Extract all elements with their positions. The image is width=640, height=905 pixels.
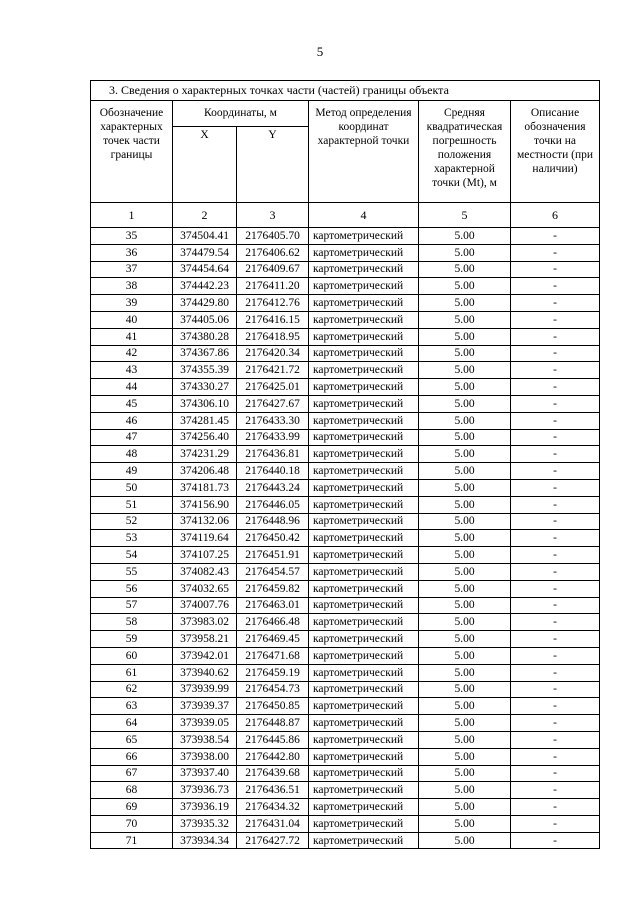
x-coordinate-cell: 374355.39 [173,362,237,379]
point-number-cell: 50 [91,479,173,496]
table-row [91,815,600,832]
column-number: 5 [419,203,511,228]
method-cell: картометрический [309,278,419,295]
point-number-cell: 66 [91,748,173,765]
x-coordinate-cell: 374504.41 [173,228,237,245]
description-cell: - [511,379,600,396]
y-coordinate-cell: 2176418.95 [237,328,309,345]
point-number-cell: 41 [91,328,173,345]
method-cell: картометрический [309,395,419,412]
page-number: 5 [316,44,324,59]
x-coordinate-cell: 373938.54 [173,731,237,748]
table-row [91,395,600,412]
description-cell: - [511,547,600,564]
error-cell: 5.00 [419,395,511,412]
error-cell: 5.00 [419,295,511,312]
header-x: X [173,127,237,203]
description-cell: - [511,731,600,748]
point-number-cell: 52 [91,513,173,530]
point-number-cell: 55 [91,563,173,580]
y-coordinate-cell: 2176459.82 [237,580,309,597]
description-cell: - [511,244,600,261]
description-cell: - [511,328,600,345]
y-coordinate-cell: 2176433.30 [237,412,309,429]
error-cell: 5.00 [419,379,511,396]
description-cell: - [511,782,600,799]
table-row [91,698,600,715]
method-cell: картометрический [309,681,419,698]
error-cell: 5.00 [419,799,511,816]
column-number: 4 [309,203,419,228]
x-coordinate-cell: 374132.06 [173,513,237,530]
error-cell: 5.00 [419,832,511,849]
method-cell: картометрический [309,647,419,664]
error-cell: 5.00 [419,345,511,362]
description-cell: - [511,681,600,698]
error-cell: 5.00 [419,463,511,480]
table-row [91,278,600,295]
table-row [91,664,600,681]
table-row [91,614,600,631]
description-cell: - [511,278,600,295]
method-cell: картометрический [309,412,419,429]
x-coordinate-cell: 374442.23 [173,278,237,295]
y-coordinate-cell: 2176448.87 [237,715,309,732]
method-cell: картометрический [309,311,419,328]
table-row [91,228,600,245]
x-coordinate-cell: 374405.06 [173,311,237,328]
x-coordinate-cell: 374380.28 [173,328,237,345]
x-coordinate-cell: 374429.80 [173,295,237,312]
description-cell: - [511,295,600,312]
table-row [91,731,600,748]
error-cell: 5.00 [419,278,511,295]
method-cell: картометрический [309,513,419,530]
point-number-cell: 37 [91,261,173,278]
point-number-cell: 39 [91,295,173,312]
point-number-cell: 63 [91,698,173,715]
y-coordinate-cell: 2176427.67 [237,395,309,412]
x-coordinate-cell: 374082.43 [173,563,237,580]
x-coordinate-cell: 373983.02 [173,614,237,631]
column-number: 1 [91,203,173,228]
y-coordinate-cell: 2176412.76 [237,295,309,312]
method-cell: картометрический [309,345,419,362]
point-number-cell: 58 [91,614,173,631]
description-cell: - [511,530,600,547]
y-coordinate-cell: 2176471.68 [237,647,309,664]
table-row [91,429,600,446]
table-row [91,479,600,496]
method-cell: картометрический [309,748,419,765]
y-coordinate-cell: 2176420.34 [237,345,309,362]
x-coordinate-cell: 374454.64 [173,261,237,278]
y-coordinate-cell: 2176469.45 [237,631,309,648]
method-cell: картометрический [309,362,419,379]
table-row [91,345,600,362]
table-row [91,547,600,564]
description-cell: - [511,815,600,832]
table-row [91,530,600,547]
point-number-cell: 61 [91,664,173,681]
y-coordinate-cell: 2176425.01 [237,379,309,396]
description-cell: - [511,563,600,580]
header-method: Метод определения координат характерной точки [309,101,419,203]
method-cell: картометрический [309,664,419,681]
method-cell: картометрический [309,631,419,648]
table-body [91,228,600,849]
column-number: 3 [237,203,309,228]
method-cell: картометрический [309,228,419,245]
point-number-cell: 67 [91,765,173,782]
x-coordinate-cell: 374206.48 [173,463,237,480]
x-coordinate-cell: 373936.73 [173,782,237,799]
method-cell: картометрический [309,832,419,849]
y-coordinate-cell: 2176448.96 [237,513,309,530]
table-row [91,580,600,597]
table-row [91,563,600,580]
point-number-cell: 57 [91,597,173,614]
method-cell: картометрический [309,244,419,261]
point-number-cell: 40 [91,311,173,328]
header-error: Средняя квадратическая погрешность положения характерной точки (Mt), м [419,101,511,203]
point-number-cell: 71 [91,832,173,849]
y-coordinate-cell: 2176446.05 [237,496,309,513]
table-row [91,782,600,799]
error-cell: 5.00 [419,782,511,799]
method-cell: картометрический [309,815,419,832]
description-cell: - [511,463,600,480]
method-cell: картометрический [309,597,419,614]
error-cell: 5.00 [419,547,511,564]
description-cell: - [511,597,600,614]
y-coordinate-cell: 2176409.67 [237,261,309,278]
y-coordinate-cell: 2176450.42 [237,530,309,547]
error-cell: 5.00 [419,647,511,664]
error-cell: 5.00 [419,698,511,715]
x-coordinate-cell: 373942.01 [173,647,237,664]
table-row [91,748,600,765]
description-cell: - [511,412,600,429]
y-coordinate-cell: 2176463.01 [237,597,309,614]
point-number-cell: 69 [91,799,173,816]
x-coordinate-cell: 374281.45 [173,412,237,429]
point-number-cell: 56 [91,580,173,597]
point-number-cell: 53 [91,530,173,547]
point-number-cell: 35 [91,228,173,245]
method-cell: картометрический [309,547,419,564]
description-cell: - [511,311,600,328]
x-coordinate-cell: 374181.73 [173,479,237,496]
point-number-cell: 47 [91,429,173,446]
table-row [91,328,600,345]
point-number-cell: 64 [91,715,173,732]
y-coordinate-cell: 2176454.73 [237,681,309,698]
x-coordinate-cell: 374156.90 [173,496,237,513]
table-row [91,446,600,463]
point-number-cell: 62 [91,681,173,698]
y-coordinate-cell: 2176416.15 [237,311,309,328]
x-coordinate-cell: 374367.86 [173,345,237,362]
table-row [91,597,600,614]
description-cell: - [511,228,600,245]
error-cell: 5.00 [419,530,511,547]
x-coordinate-cell: 373939.37 [173,698,237,715]
y-coordinate-cell: 2176434.32 [237,799,309,816]
error-cell: 5.00 [419,563,511,580]
description-cell: - [511,748,600,765]
table-row [91,244,600,261]
point-number-cell: 65 [91,731,173,748]
description-cell: - [511,664,600,681]
column-number: 2 [173,203,237,228]
method-cell: картометрический [309,563,419,580]
y-coordinate-cell: 2176459.19 [237,664,309,681]
point-number-cell: 48 [91,446,173,463]
error-cell: 5.00 [419,429,511,446]
header-y: Y [237,127,309,203]
method-cell: картометрический [309,731,419,748]
table-row [91,496,600,513]
header-description: Описание обозначения точки на местности (при наличии) [511,101,600,203]
method-cell: картометрический [309,446,419,463]
error-cell: 5.00 [419,261,511,278]
section-title: 3. Сведения о характерных точках части (частей) границы объекта [91,81,600,101]
point-number-cell: 60 [91,647,173,664]
error-cell: 5.00 [419,311,511,328]
x-coordinate-cell: 374256.40 [173,429,237,446]
method-cell: картометрический [309,295,419,312]
point-number-cell: 44 [91,379,173,396]
point-number-cell: 45 [91,395,173,412]
method-cell: картометрический [309,463,419,480]
header-designation: Обозначение характерных точек части границы [91,101,173,203]
method-cell: картометрический [309,782,419,799]
error-cell: 5.00 [419,748,511,765]
point-number-cell: 42 [91,345,173,362]
point-number-cell: 54 [91,547,173,564]
table-row [91,715,600,732]
error-cell: 5.00 [419,681,511,698]
point-number-cell: 43 [91,362,173,379]
description-cell: - [511,513,600,530]
x-coordinate-cell: 374107.25 [173,547,237,564]
table-row [91,765,600,782]
error-cell: 5.00 [419,362,511,379]
point-number-cell: 51 [91,496,173,513]
method-cell: картометрический [309,261,419,278]
y-coordinate-cell: 2176436.81 [237,446,309,463]
y-coordinate-cell: 2176445.86 [237,731,309,748]
description-cell: - [511,345,600,362]
table-row [91,681,600,698]
x-coordinate-cell: 373958.21 [173,631,237,648]
error-cell: 5.00 [419,731,511,748]
method-cell: картометрический [309,379,419,396]
method-cell: картометрический [309,715,419,732]
x-coordinate-cell: 373938.00 [173,748,237,765]
x-coordinate-cell: 374479.54 [173,244,237,261]
point-number-cell: 36 [91,244,173,261]
method-cell: картометрический [309,328,419,345]
method-cell: картометрический [309,479,419,496]
table-row [91,799,600,816]
x-coordinate-cell: 373935.32 [173,815,237,832]
error-cell: 5.00 [419,496,511,513]
method-cell: картометрический [309,580,419,597]
error-cell: 5.00 [419,446,511,463]
description-cell: - [511,832,600,849]
y-coordinate-cell: 2176442.80 [237,748,309,765]
description-cell: - [511,429,600,446]
method-cell: картометрический [309,799,419,816]
description-cell: - [511,765,600,782]
error-cell: 5.00 [419,664,511,681]
table-row [91,379,600,396]
description-cell: - [511,479,600,496]
x-coordinate-cell: 374330.27 [173,379,237,396]
y-coordinate-cell: 2176451.91 [237,547,309,564]
point-number-cell: 68 [91,782,173,799]
x-coordinate-cell: 374306.10 [173,395,237,412]
point-number-cell: 46 [91,412,173,429]
column-number: 6 [511,203,600,228]
y-coordinate-cell: 2176433.99 [237,429,309,446]
table-row [91,362,600,379]
x-coordinate-cell: 373936.19 [173,799,237,816]
point-number-cell: 38 [91,278,173,295]
description-cell: - [511,496,600,513]
error-cell: 5.00 [419,614,511,631]
error-cell: 5.00 [419,412,511,429]
y-coordinate-cell: 2176405.70 [237,228,309,245]
y-coordinate-cell: 2176440.18 [237,463,309,480]
table-row [91,412,600,429]
x-coordinate-cell: 373937.40 [173,765,237,782]
table-row [91,311,600,328]
error-cell: 5.00 [419,631,511,648]
y-coordinate-cell: 2176421.72 [237,362,309,379]
x-coordinate-cell: 374007.76 [173,597,237,614]
x-coordinate-cell: 373939.99 [173,681,237,698]
boundary-points-table [90,80,600,849]
error-cell: 5.00 [419,765,511,782]
description-cell: - [511,799,600,816]
x-coordinate-cell: 374119.64 [173,530,237,547]
y-coordinate-cell: 2176439.68 [237,765,309,782]
description-cell: - [511,395,600,412]
column-number-row [91,203,600,228]
point-number-cell: 70 [91,815,173,832]
y-coordinate-cell: 2176436.51 [237,782,309,799]
error-cell: 5.00 [419,244,511,261]
table-row [91,631,600,648]
x-coordinate-cell: 374032.65 [173,580,237,597]
y-coordinate-cell: 2176443.24 [237,479,309,496]
y-coordinate-cell: 2176431.04 [237,815,309,832]
description-cell: - [511,647,600,664]
table-row [91,295,600,312]
method-cell: картометрический [309,429,419,446]
y-coordinate-cell: 2176411.20 [237,278,309,295]
method-cell: картометрический [309,614,419,631]
description-cell: - [511,362,600,379]
table-row [91,513,600,530]
method-cell: картометрический [309,496,419,513]
error-cell: 5.00 [419,815,511,832]
method-cell: картометрический [309,698,419,715]
point-number-cell: 59 [91,631,173,648]
header-coordinates: Координаты, м [173,101,309,127]
error-cell: 5.00 [419,479,511,496]
point-number-cell: 49 [91,463,173,480]
table-row [91,261,600,278]
description-cell: - [511,631,600,648]
table-row [91,647,600,664]
y-coordinate-cell: 2176427.72 [237,832,309,849]
error-cell: 5.00 [419,228,511,245]
x-coordinate-cell: 374231.29 [173,446,237,463]
y-coordinate-cell: 2176450.85 [237,698,309,715]
error-cell: 5.00 [419,715,511,732]
table-row [91,463,600,480]
x-coordinate-cell: 373939.05 [173,715,237,732]
y-coordinate-cell: 2176454.57 [237,563,309,580]
y-coordinate-cell: 2176466.48 [237,614,309,631]
x-coordinate-cell: 373940.62 [173,664,237,681]
error-cell: 5.00 [419,597,511,614]
method-cell: картометрический [309,530,419,547]
x-coordinate-cell: 373934.34 [173,832,237,849]
description-cell: - [511,698,600,715]
description-cell: - [511,446,600,463]
error-cell: 5.00 [419,513,511,530]
description-cell: - [511,614,600,631]
error-cell: 5.00 [419,580,511,597]
error-cell: 5.00 [419,328,511,345]
y-coordinate-cell: 2176406.62 [237,244,309,261]
description-cell: - [511,580,600,597]
description-cell: - [511,261,600,278]
description-cell: - [511,715,600,732]
table-row [91,832,600,849]
method-cell: картометрический [309,765,419,782]
